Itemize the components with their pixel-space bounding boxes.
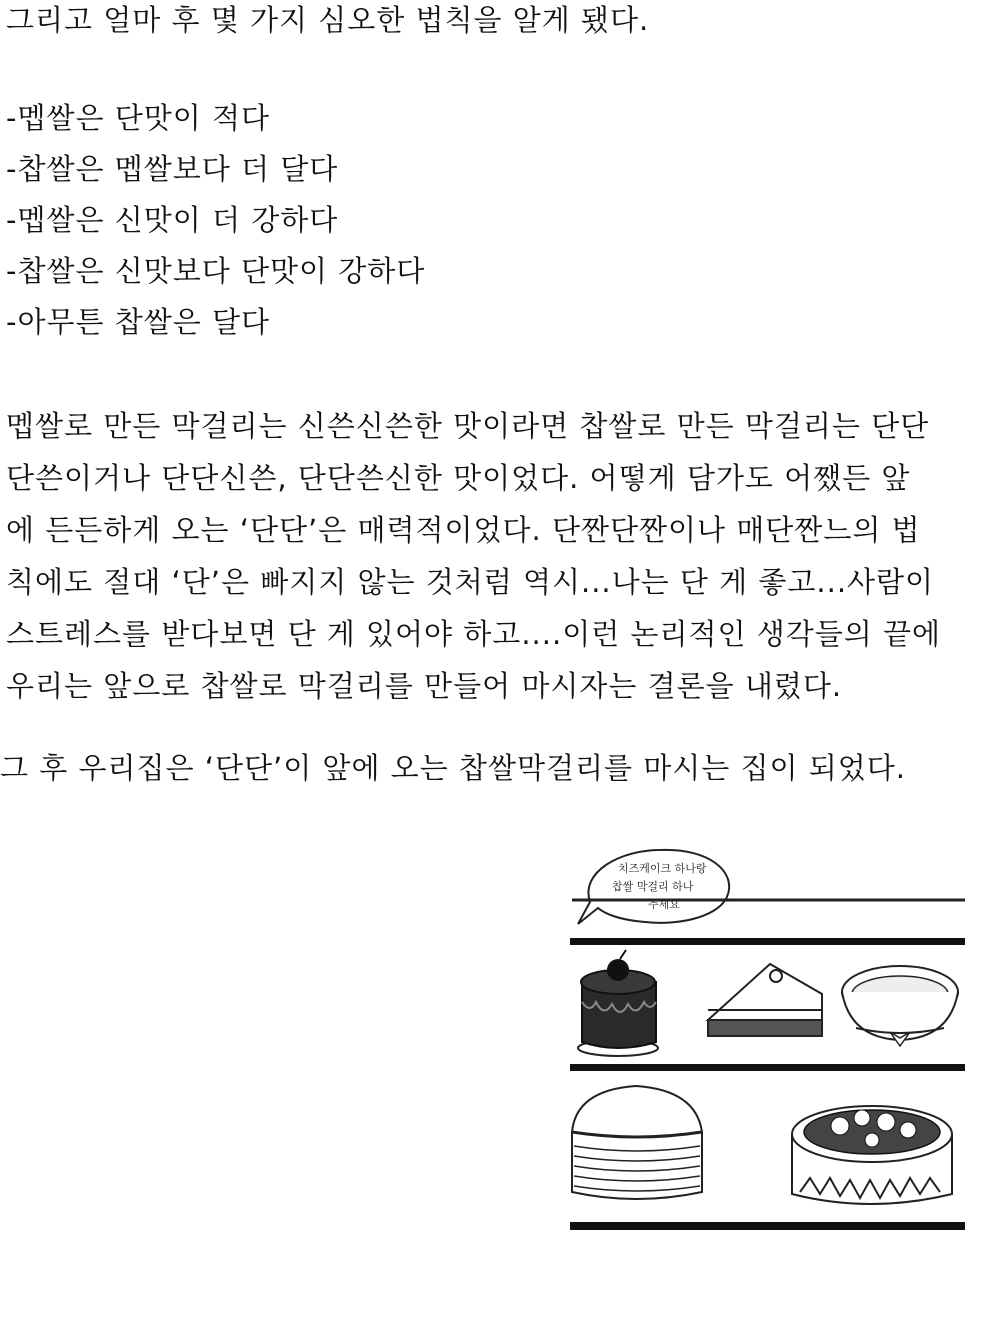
conclusion-sentence: 그 후 우리집은 ‘단단’이 앞에 오는 찹쌀막걸리를 마시는 집이 되었다. <box>0 751 906 785</box>
chocolate-cake-icon <box>578 950 658 1056</box>
paragraph-line: 칙에도 절대 ‘단’은 빠지지 않는 것처럼 역시...나는 단 게 좋고...사람이 <box>6 565 935 599</box>
paragraph-line: 단쓴이거나 단단신쓴, 단단쓴신한 맛이었다. 어떻게 담가도 어쨌든 앞 <box>6 461 911 495</box>
paragraph-line: 우리는 앞으로 찹쌀로 막걸리를 만들어 마시자는 결론을 내렸다. <box>6 669 843 703</box>
crepe-cake-icon <box>572 1086 702 1199</box>
intro-sentence: 그리고 얼마 후 몇 가지 심오한 법칙을 알게 됐다. <box>6 3 650 37</box>
paragraph-line: 스트레스를 받다보면 단 게 있어야 하고....이런 논리적인 생각들의 끝에 <box>6 617 942 651</box>
cheesecake-slice-icon <box>708 964 822 1036</box>
rule-item: -찹쌀은 멥쌀보다 더 달다 <box>6 152 339 186</box>
rule-item: -찹쌀은 신맛보다 단맛이 강하다 <box>6 254 426 288</box>
speech-bubble-line: 주세요 <box>648 898 680 911</box>
fruit-cake-icon <box>792 1106 952 1204</box>
bowl-icon <box>842 966 958 1046</box>
paragraph-line: 에 든든하게 오는 ‘단단’은 매력적이었다. 단짠단짠이나 매단짠느의 법 <box>6 513 921 547</box>
speech-bubble-line: 찹쌀 막걸리 하나 <box>612 880 694 893</box>
speech-bubble <box>578 850 729 924</box>
bakery-display-case-icon <box>560 842 970 1242</box>
body-paragraph <box>6 400 986 712</box>
rule-item: -멥쌀은 신맛이 더 강하다 <box>6 203 339 237</box>
paragraph-line: 멥쌀로 만든 막걸리는 신쓴신쓴한 맛이라면 찹쌀로 만든 막걸리는 단단 <box>6 409 930 443</box>
rule-item: -멥쌀은 단맛이 적다 <box>6 101 271 135</box>
speech-bubble-line: 치즈케이크 하나랑 <box>618 862 707 875</box>
rule-item: -아무튼 찹쌀은 달다 <box>6 305 271 339</box>
